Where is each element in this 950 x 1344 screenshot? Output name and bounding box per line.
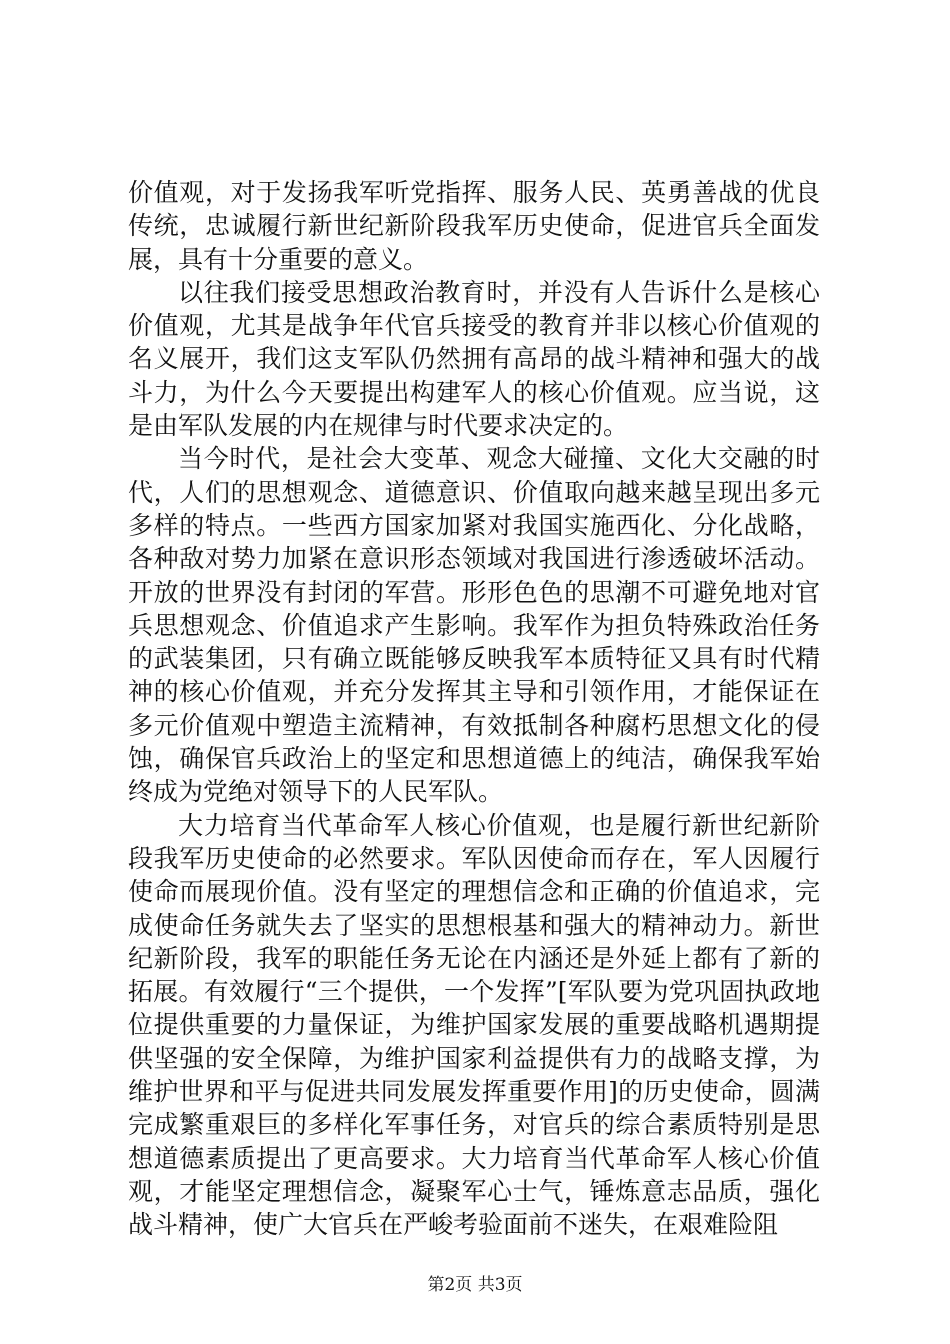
paragraph-2: 以往我们接受思想政治教育时，并没有人告诉什么是核心价值观，尤其是战争年代官兵接受的教育并非以核心价值观的名义展开，我们这支军队仍然拥有高昂的战斗精神和强大的战斗力，为什么今天要提出构建军人的核心价值观。应当说，这是由军队发展的内在规律与时代要求决定的。	[128, 277, 820, 441]
paragraph-1: 价值观，对于发扬我军听党指挥、服务人民、英勇善战的优良传统，忠诚履行新世纪新阶段我军历史使命，促进官兵全面发展，具有十分重要的意义。	[128, 178, 820, 274]
paragraph-4: 大力培育当代革命军人核心价值观，也是履行新世纪新阶段我军历史使命的必然要求。军队因使命而存在，军人因履行使命而展现价值。没有坚定的理想信念和正确的价值追求，完成使命任务就失去了坚实的思想根基和强大的精神动力。新世纪新阶段，我军的职能任务无论在内涵还是外延上都有了新的拓展。有效履行“三个提供，一个发挥”[军队要为党巩固执政地位提供重要的力量保证，为维护国家发展的重要战略机遇期提供坚强的安全保障，为维护国家利益提供有力的战略支撑，为维护世界和平与促进共同发展发挥重要作用]的历史使命，圆满完成繁重艰巨的多样化军事任务，对官兵的综合素质特别是思想道德素质提出了更高要求。大力培育当代革命军人核心价值观，才能坚定理想信念，凝聚军心士气，锤炼意志品质，强化战斗精神，使广大官兵在严峻考验面前不迷失，在艰难险阻	[128, 810, 820, 1240]
document-body	[128, 176, 820, 1242]
paragraph-3: 当今时代，是社会大变革、观念大碰撞、文化大交融的时代，人们的思想观念、道德意识、价值取向越来越呈现出多元多样的特点。一些西方国家加紧对我国实施西化、分化战略，各种敌对势力加紧在意识形态领域对我国进行渗透破坏活动。开放的世界没有封闭的军营。形形色色的思潮不可避免地对官兵思想观念、价值追求产生影响。我军作为担负特殊政治任务的武装集团，只有确立既能够反映我军本质特征又具有时代精神的核心价值观，并充分发挥其主导和引领作用，才能保证在多元价值观中塑造主流精神，有效抵制各种腐朽思想文化的侵蚀，确保官兵政治上的坚定和思想道德上的纯洁，确保我军始终成为党绝对领导下的人民军队。	[128, 444, 820, 807]
page-footer: 第2页 共3页	[427, 1275, 523, 1295]
